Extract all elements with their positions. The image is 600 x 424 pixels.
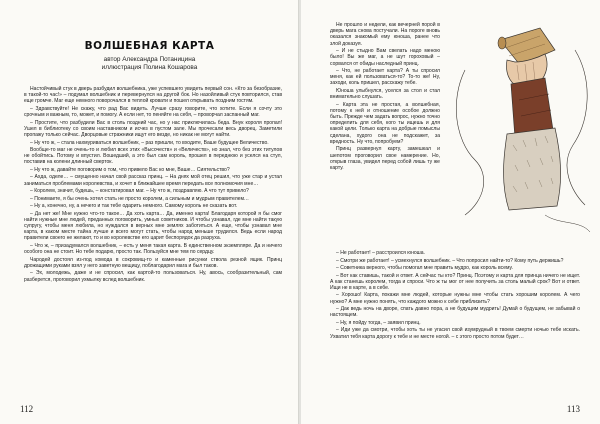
paragraph: – Здравствуйте! Не скажу, что рад Вас видеть. Лучше сразу говорите, что хотите. Если я сочту это срочным и важным, то, может, и помогу. А если нет, то пеняйте на себя, – проворчал заспанный маг. [24, 105, 282, 119]
paragraph: – Иди уже да смотри, чтобы хоть ты не угасил свой изумрудный в твоем смерти ночью тебе искать. Ухватил тебя карта дорогу к тебе и не месте ногой. – с этого просто потом будет… [330, 327, 580, 340]
paragraph: – Ахда, оделе… – смущенно начал свой рассказ принц. – На днях мой отец решил, что уже стар и устал заниматься проблемами королевства, и хочет в ближайшее время передать все полномочия мне… [24, 174, 282, 187]
paragraph: – Ну что ж, – стала нахмуриваться волшебник, – раз пришли, то входите, Ваше будущее Величество. [30, 139, 269, 146]
fur-robe [504, 128, 561, 210]
right-page-text-top [330, 22, 440, 172]
story-title: ВОЛШЕБНАЯ КАРТА [84, 40, 215, 52]
paragraph: Вообще-то маг не очень-то и любил всех этих «Высочеств» и «Величеств», но знал, что без этих титулов не обойтись. Потому и впустил. Вошедший, а это был сам король, прошел в переднюю и уселся на стул, поставив на колени длинный сверток. [24, 147, 282, 166]
paragraph: – Что ж, – призадумался волшебник, – есть у меня такая карта. В единственном экземпляре. Да и ничего особого она не стоит. Но тебе подарю, просто так. Пользуйся мне тем по сердцу. [24, 242, 282, 256]
paragraph: – Советника верного, чтобы помогал мне править мудро, как король всему. [336, 265, 513, 271]
paragraph: Юноша улыбнулся, уселся за стол и стал внимательно слушать. [330, 87, 440, 101]
paragraph: – Ну, я пойду тогда, – заявил принц. [336, 319, 421, 326]
swirl-line [456, 70, 483, 215]
paragraph: – Понимаете, я бы очень хотел стать не просто королем, а сильным и мудрым правителем… [30, 195, 249, 202]
paragraph: Настойчивый стук в дверь разбудил волшебника, уже успевшего увидеть первый сон. «Кто за безобразие, в такой-то час!» – подумал волшебник и перевернулся на другой бок. Но назойливый стук повторился, став еще громче. Маг еще немного поворочался в теплой кровати и пошел открывать поздним гостям. [24, 86, 282, 105]
paragraph: – Королем, значит, будешь, – констатировал маг. – Ну что ж, поздравляю. А что тут привело? [30, 188, 249, 195]
map-roll-end [498, 37, 506, 49]
paragraph: – Что, не работает карта? А ты спросил меня, как ей пользоваться-то? То-то же! Ну, заходи, коль пришел, расскажу тебе. [330, 68, 440, 87]
paragraph: – Не работает! – расстроился юноша. [336, 250, 425, 256]
map-hand-illustration [445, 10, 595, 240]
left-page-text [24, 86, 282, 284]
swirl-line [545, 215, 590, 232]
paragraph: – И не стыдно Вам свелать надо меною было! Вы же маг, а не шут гороховый – сорвался от обиды наследный принц. [330, 48, 440, 67]
paragraph: – Вот как ставишь, такой и ответ. А сейчас ты кто? Принц. Поэтому и карта для принца ничего не ищет. А как станешь королем, тогда и спроси. Что ж ты мог от нее получить за столь малый срок? Вот и ответ. Ищи не в карте, а в себе. [330, 272, 580, 291]
paragraph: – Карта эта не простая, а волшебная, потому к ней и отношение особое должно быть. Прежде чем задать вопрос, нужно точно определить для себя, кого ты ищешь и для какой цели. Только карта на добрые помыслы сделана, худого она не подскажет, за вредность. Ну что, попробуем? [330, 101, 440, 145]
paragraph: – Ну что ж, давайте поговорим о том, что привело Вас ко мне, Ваше… Сиятельство? [30, 166, 230, 173]
author-line: автор Александра Потаницина [103, 56, 196, 63]
right-page-text-bottom [330, 250, 580, 341]
paragraph: – Эх, молодежь, даже и не спросил, как картой-то пользоваться. Ну, авось, сообразительный, сам разберется, проговорил ухмылку вслед волшебник. [24, 270, 282, 283]
illustrator-line: иллюстрация Полина Кошарова [101, 64, 198, 71]
paragraph: – Хорошо! Карта, покажи мне людей, которые нужны мне чтобы стать хорошим королем. А чего нужно? А мне нужно понять, что каждого можно к себе приблизить? [330, 292, 580, 305]
swirl-line [567, 50, 587, 205]
page-number-right: 113 [566, 404, 580, 414]
paragraph: – Простите, что разбудили Вас в столь поздний час, но у нас приключилась беда. Внук короля пропал! Ушел в библиотеку со своим наставником и исчез в пустом зале. Мы прочесали весь дворец. Заметили пропажу только сейчас. Дворцовые стражники ищут его везде, но никак не могут найти. [24, 119, 282, 139]
paragraph: Чародей достоял из-под комода в сокровищ-то и каменные рисунки ствола резной ящик. Принц дрожащими руками взял у него заветную вещицу, поблагодарил мага и был таков. [24, 256, 282, 269]
paragraph: Не прошло и недели, как вечерней порой в дверь мага снова постучали. На пороге вновь оказался знакомый ему юноша, ранее что злой доказуя. [330, 22, 440, 47]
page-number-left: 112 [20, 404, 34, 414]
paragraph: – Ну а, конечно, ну, а нечего и так тебе одарить немного. Самому король не сказать вот. [30, 203, 238, 210]
paragraph: – Смотри же работает! – усмехнулся волшебник. – Что попросил найти-то? Кому путь держишь? [336, 257, 564, 264]
paragraph: – Да нет же! Мне нужно что-то такое… Да хоть карта… Да, именно карта! Благодаря которой я бы смог найти нужные мне людей, преданных поговорить, умных советников. И чтобы узнавал, где мне найти такую супругу, чтобы меня любила, но нуждался в верных мне землях заботиться. А еще, чтобы узнавал мне карта, в каком месте тайна лучше и всего могут стать, чтобы народ меньше трудился. Ведь если народ правители своего не желают, то и во королевстве его царит беспорядок да разруха. [24, 210, 282, 242]
paragraph: – Дак ведь ночь на дворе, спать давно пора, а не будущим мудрить! Думай о будущем, не забывай о настоящем. [330, 306, 580, 319]
paragraph: Принц развернул карту, замешкал и шепотом проговорил свое намерение. Но, открыв глаза, увидел перед собой лишь ту же карту. [330, 146, 440, 171]
